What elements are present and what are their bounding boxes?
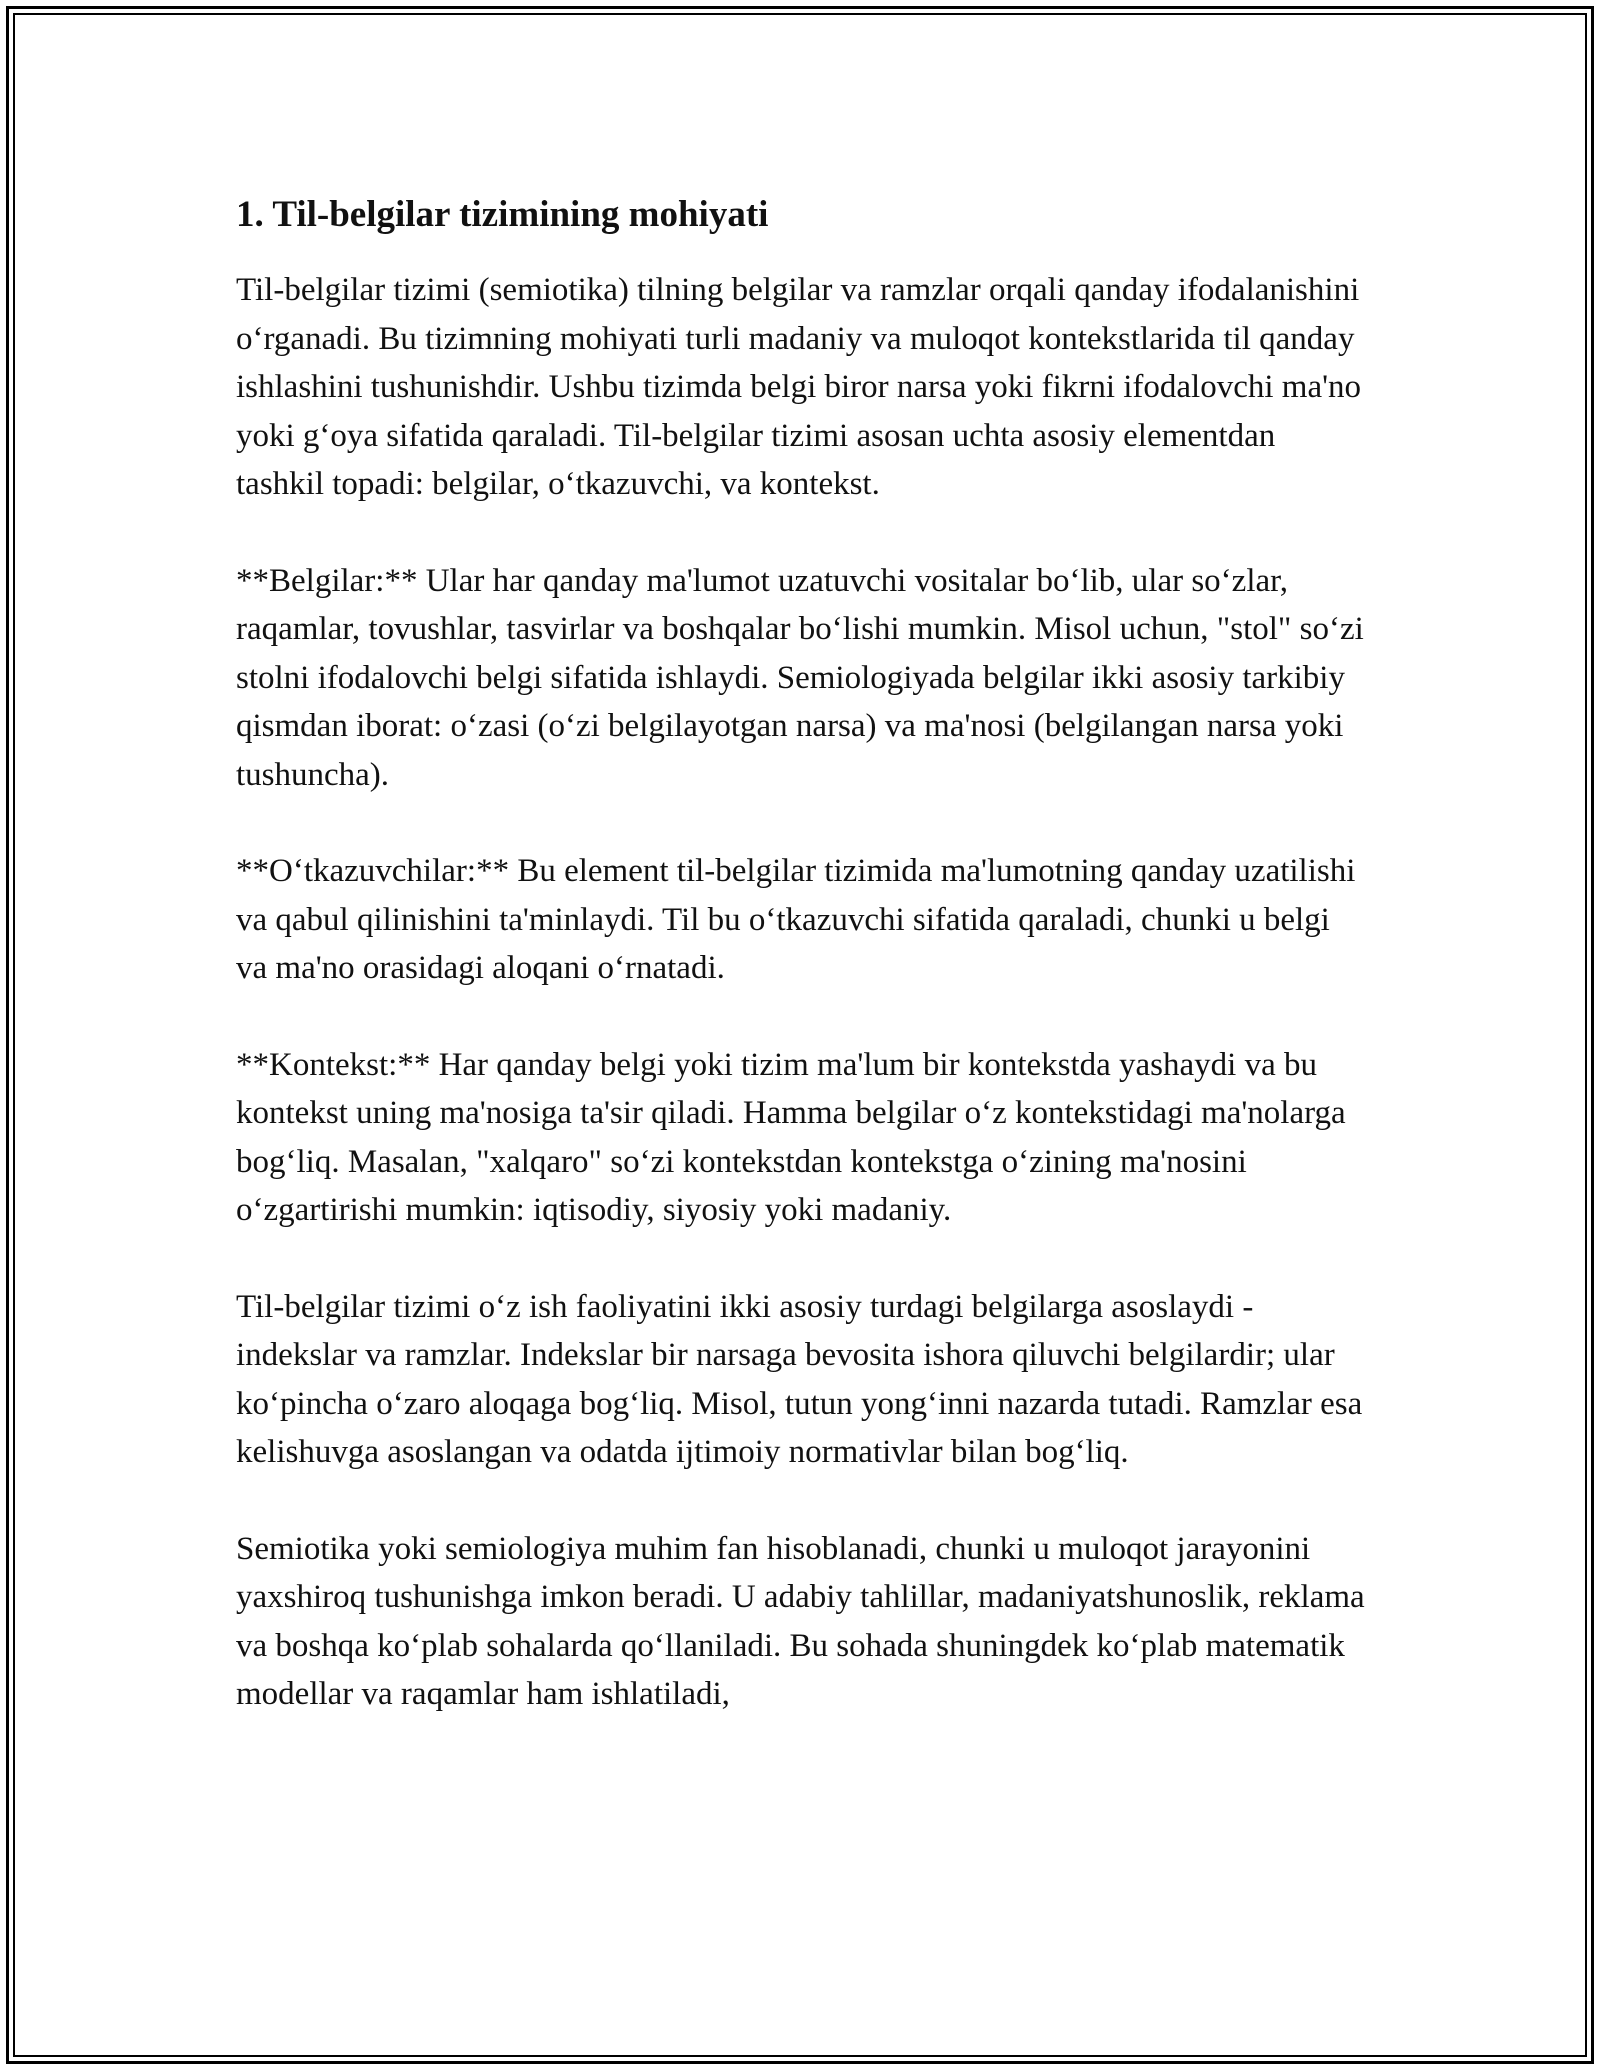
paragraph-intro: Til-belgilar tizimi (semiotika) tilning belgilar va ramzlar orqali qanday ifodalanishini o‘rganadi. Bu tizimning mohiyati turli madaniy va muloqot kontekstlarida til qanday ishlashini tushunishdir. Ushbu tizimda belgi biror narsa yoki fikrni ifodalovchi ma'no yoki g‘oya sifatida qaraladi. Til-belgilar tizimi asosan uchta asosiy elementdan tashkil topadi: belgilar, o‘tkazuvchi, va kontekst. <box>236 272 1362 502</box>
paragraph-indekslar-ramzlar: Til-belgilar tizimi o‘z ish faoliyatini ikki asosiy turdagi belgilarga asoslaydi - indekslar va ramzlar. Indekslar bir narsaga bevosita ishora qiluvchi belgilardir; ular ko‘pincha o‘zaro aloqaga bog‘liq. Misol, tutun yong‘inni nazarda tutadi. Ramzlar esa kelishuvga asoslangan va odatda ijtimoiy normativlar bilan bog‘liq. <box>236 1288 1363 1470</box>
page-title: 1. Til-belgilar tizimining mohiyati <box>236 194 769 235</box>
paragraph-belgilar: **Belgilar:** Ular har qanday ma'lumot uzatuvchi vositalar bo‘lib, ular so‘zlar, raqamlar, tovushlar, tasvirlar va boshqalar bo‘lishi mumkin. Misol uchun, "stol" so‘zi stolni ifodalovchi belgi sifatida ishlaydi. Semiologiyada belgilar ikki asosiy tarkibiy qismdan iborat: o‘zasi (o‘zi belgilayotgan narsa) va ma'nosi (belgilangan narsa yoki tushuncha). <box>236 562 1364 793</box>
document-body <box>236 190 1366 1767</box>
paragraph-semiotika: Semiotika yoki semiologiya muhim fan hisoblanadi, chunki u muloqot jarayonini yaxshiroq tushunishga imkon beradi. U adabiy tahlillar, madaniyatshunoslik, reklama va boshqa ko‘plab sohalarda qo‘llaniladi. Bu sohada shuningdek ko‘plab matematik modellar va raqamlar ham ishlatiladi, <box>236 1530 1365 1712</box>
paragraph-otkazuvchilar: **O‘tkazuvchilar:** Bu element til-belgilar tizimida ma'lumotning qanday uzatilishi va qabul qilinishini ta'minlaydi. Til bu o‘tkazuvchi sifatida qaraladi, chunki u belgi va ma'no orasidagi aloqani o‘rnatadi. <box>236 853 1356 986</box>
paragraph-kontekst: **Kontekst:** Har qanday belgi yoki tizim ma'lum bir kontekstda yashaydi va bu kontekst uning ma'nosiga ta'sir qiladi. Hamma belgilar o‘z kontekstidagi ma'nolarga bog‘liq. Masalan, "xalqaro" so‘zi kontekstdan kontekstga o‘zining ma'nosini o‘zgartirishi mumkin: iqtisodiy, siyosiy yoki madaniy. <box>236 1046 1346 1228</box>
